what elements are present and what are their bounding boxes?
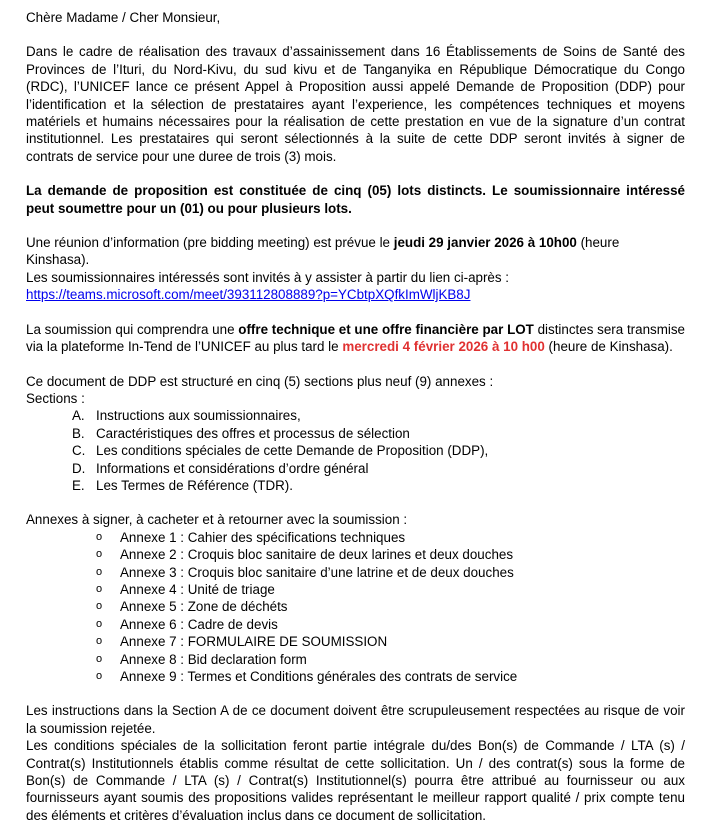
annex-text: Annexe 5 : Zone de déchéts [120,599,288,615]
intro-paragraph: Dans le cadre de réalisation des travaux d’assainissement dans 16 Établissements de Soins de Santé des Provinces de l’Ituri, du Nord-Kivu, du sud kivu et de Tanganyika en République Démocratique du Congo (RDC), l’UNICEF lance ce présent Appel à Proposition aussi appelé Demande de Proposition (DDP) pour l’identification et la sélection de prestataires ayant l’experience, les compétences techniques et moyens matériels et humains nécessaires pour la réalisation de cette prestation en vue de la signature d’un contrat institutionnel. Les prestataires qui seront sélectionnés à la suite de cette DDP seront invités à signer de contrats de service pour une duree de trois (3) mois. [26,44,685,164]
section-text: Les Termes de Référence (TDR). [96,477,293,493]
hollow-bullet-icon: o [96,600,103,613]
list-item [26,442,685,459]
list-item [26,581,685,598]
annex-text: Annexe 1 : Cahier des spécifications techniques [120,529,406,545]
list-item [26,407,685,424]
hollow-bullet-icon: o [96,582,103,595]
meeting-text: Une réunion d’information (pre bidding meeting) est prévue le [26,235,394,251]
section-letter: C. [72,443,86,459]
list-item [26,529,685,546]
greeting: Chère Madame / Cher Monsieur, [26,10,221,25]
hollow-bullet-icon: o [96,617,103,630]
meeting-paragraph [26,234,685,269]
section-text: Les conditions spéciales de cette Demande de Proposition (DDP), [96,443,489,459]
annexes-list [26,529,685,686]
submission-paragraph [26,321,685,356]
annex-text: Annexe 3 : Croquis bloc sanitaire d’une latrine et de deux douches [120,564,514,580]
hollow-bullet-icon: o [96,565,103,578]
submission-text: La soumission qui comprendra une [26,321,239,337]
meeting-invite: Les soumissionnaires intéressés sont invités à y assister à partir du lien ci-après : [26,269,510,285]
list-item [26,668,685,685]
list-item [26,598,685,615]
submission-offer: offre technique et une offre financière par LOT [238,321,534,337]
list-item [26,616,685,633]
hollow-bullet-icon: o [96,670,103,682]
meeting-timezone: (heure Kinshasa). [26,235,620,268]
section-text: Instructions aux soumissionnaires, [96,408,301,424]
section-text: Caractéristiques des offres et processus de sélection [96,425,410,441]
list-item [26,425,685,442]
closing-paragraph-1: Les instructions dans la Section A de ce document doivent être scrupuleusement respectées au risque de voir la soumission rejetée. [26,703,685,736]
structure-intro: Ce document de DDP est structuré en cinq (5) sections plus neuf (9) annexes : [26,373,494,389]
list-item [26,546,685,563]
hollow-bullet-icon: o [96,652,103,665]
lots-statement: La demande de proposition est constituée de cinq (05) lots distincts. Le soumissionnaire intéressé peut soumettre pour un (01) ou pour plusieurs lots. [26,183,685,216]
list-item [26,477,685,494]
sections-list [26,407,685,494]
section-text: Informations et considérations d’ordre général [96,460,369,476]
annex-text: Annexe 2 : Croquis bloc sanitaire de deux larines et deux douches [120,547,514,563]
list-item [26,651,685,668]
section-letter: D. [72,460,86,476]
section-letter: B. [72,425,85,441]
submission-timezone: (heure de Kinshasa). [544,339,673,355]
annexes-label: Annexes à signer, à cacheter et à retourner avec la soumission : [26,512,408,528]
hollow-bullet-icon: o [96,530,103,543]
annex-text: Annexe 6 : Cadre de devis [120,616,278,632]
submission-deadline: mercredi 4 février 2026 à 10 h00 [342,339,545,355]
section-letter: A. [72,408,85,424]
closing-paragraph-2: Les conditions spéciales de la sollicitation feront partie intégrale du/des Bon(s) de Commande / LTA (s) / Contrat(s) Institutionnels établis comme résultat de cette sollicitation. Un / des contrat(s) sous la forme de Bon(s) de Commande / LTA (s) / Contrat(s) Institutionnel(s) pourra être attribué au fournisseur ou aux fournisseurs ayant soumis des propositions valides représentant le meilleur rapport qualité / prix compte tenu des éléments et critères d’évaluation inclus dans ce document de sollicitation. [26,738,685,823]
list-item [26,460,685,477]
list-item [26,564,685,581]
annex-text: Annexe 4 : Unité de triage [120,581,275,597]
section-letter: E. [72,477,85,493]
annex-text: Annexe 8 : Bid declaration form [120,651,307,667]
list-item [26,633,685,650]
annex-text: Annexe 7 : FORMULAIRE DE SOUMISSION [120,634,388,650]
hollow-bullet-icon: o [96,548,103,561]
submission-platform: distinctes sera transmise via la plateforme In-Tend de l’UNICEF au plus tard le [26,321,685,355]
hollow-bullet-icon: o [96,635,103,648]
teams-meeting-link[interactable]: https://teams.microsoft.com/meet/393112808889?p=YCbtpXQfkImWljKB8J [26,287,471,303]
sections-label: Sections : [26,390,85,406]
annex-text: Annexe 9 : Termes et Conditions générales des contrats de service [120,669,518,684]
meeting-date: jeudi 29 janvier 2026 à 10h00 [393,235,577,251]
